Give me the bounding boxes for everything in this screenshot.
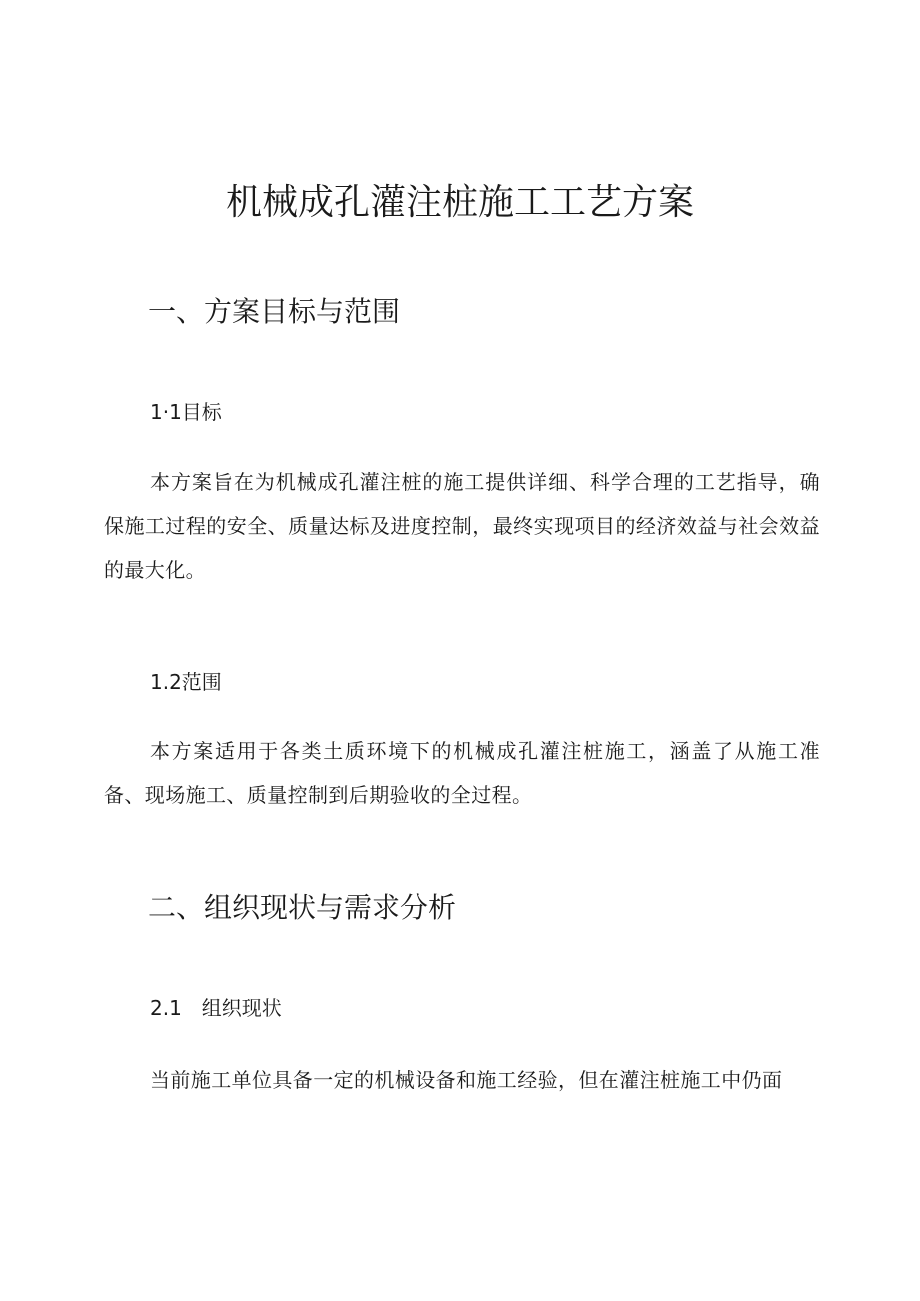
subsection-heading-2-1: 2.1 组织现状 bbox=[150, 996, 282, 1020]
paragraph-1-1: 本方案旨在为机械成孔灌注桩的施工提供详细、科学合理的工艺指导，确保施工过程的安全、质量达标及进度控制，最终实现项目的经济效益与社会效益的最大化。 bbox=[104, 470, 820, 582]
subsection-heading-1-2: 1.2范围 bbox=[150, 670, 222, 694]
paragraph-2-1: 当前施工单位具备一定的机械设备和施工经验，但在灌注桩施工中仍面 bbox=[150, 1068, 783, 1092]
subsection-heading-1-1: 1·1目标 bbox=[150, 400, 222, 424]
section-heading-2: 二、组织现状与需求分析 bbox=[148, 891, 457, 924]
paragraph-1-2: 本方案适用于各类土质环境下的机械成孔灌注桩施工，涵盖了从施工准备、现场施工、质量控制到后期验收的全过程。 bbox=[104, 739, 820, 807]
document-title: 机械成孔灌注桩施工工艺方案 bbox=[225, 182, 694, 223]
section-heading-1: 一、方案目标与范围 bbox=[148, 295, 401, 328]
